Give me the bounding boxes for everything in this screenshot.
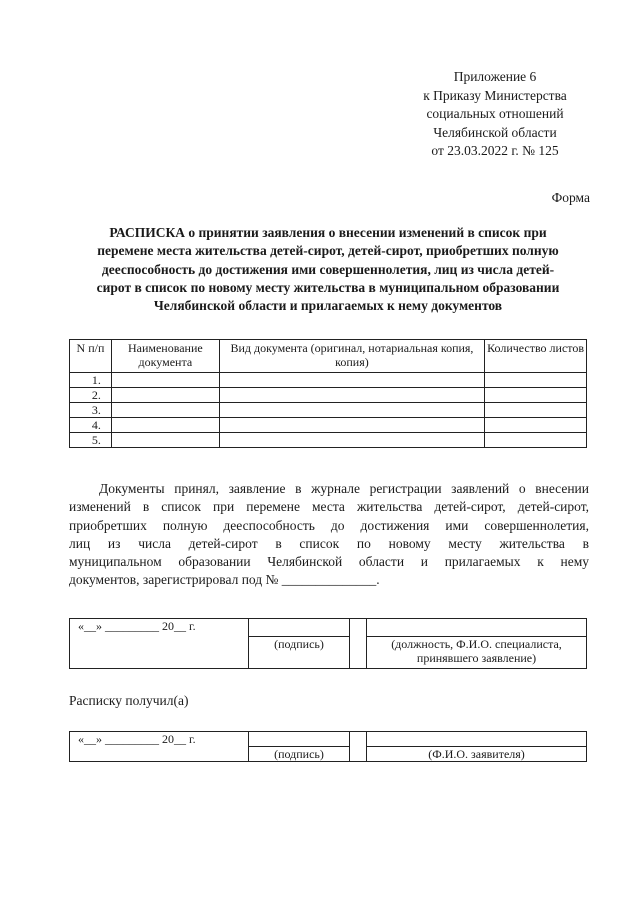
title-line: Челябинской области и прилагаемых к нему документов xyxy=(153,298,503,314)
applicant-signature-table xyxy=(69,731,587,762)
doc-name-cell[interactable] xyxy=(111,388,219,403)
signature-caption: (подпись) xyxy=(249,747,350,762)
sheet-count-cell[interactable] xyxy=(485,373,587,388)
spacer-cell xyxy=(350,637,367,669)
title-line: перемене места жительства детей-сирот, детей-сирот, приобретших полную xyxy=(97,243,559,259)
spacer-cell xyxy=(350,747,367,762)
position-name-field[interactable] xyxy=(367,619,587,637)
date-field-blank xyxy=(70,747,249,762)
sheet-count-cell[interactable] xyxy=(485,433,587,448)
doc-type-cell[interactable] xyxy=(219,388,484,403)
row-number: 2. xyxy=(70,388,112,403)
doc-type-cell[interactable] xyxy=(219,403,484,418)
table-row xyxy=(70,433,587,448)
row-number: 4. xyxy=(70,418,112,433)
form-label: Форма xyxy=(551,190,590,205)
documents-table xyxy=(69,339,587,448)
table-row xyxy=(70,403,587,418)
title-line: сирот в список по новому месту жительства в муниципальном образовании xyxy=(96,279,560,295)
sheet-count-cell[interactable] xyxy=(485,388,587,403)
paragraph-line: изменений в список при перемене места жительства детей-сирот, детей-сирот, xyxy=(69,499,589,515)
title-line: РАСПИСКА о принятии заявления о внесении изменений в список при xyxy=(109,225,547,240)
appendix-line: к Приказу Министерства xyxy=(423,87,567,103)
paragraph-line: документов, зарегистрировал под № ______________. xyxy=(69,572,380,588)
doc-type-cell[interactable] xyxy=(219,433,484,448)
date-field[interactable]: «__» _________ 20__ г. xyxy=(70,732,249,747)
header-number: N п/п xyxy=(70,340,112,373)
sheet-count-cell[interactable] xyxy=(485,403,587,418)
position-name-caption: (должность, Ф.И.О. специалиста, принявшего заявление) xyxy=(367,637,587,669)
signature-caption: (подпись) xyxy=(249,637,350,669)
row-number: 1. xyxy=(70,373,112,388)
appendix-line: от 23.03.2022 г. № 125 xyxy=(431,143,559,158)
spacer-cell xyxy=(350,732,367,747)
doc-name-cell[interactable] xyxy=(111,418,219,433)
receipt-received-label: Расписку получил(а) xyxy=(69,693,189,708)
signature-field[interactable] xyxy=(249,619,350,637)
paragraph-line: Документы принял, заявление в журнале регистрации заявлений о внесении xyxy=(99,481,589,496)
doc-name-cell[interactable] xyxy=(111,373,219,388)
doc-name-cell[interactable] xyxy=(111,433,219,448)
paragraph-line: приобретших полную дееспособность до достижения ими совершеннолетия, xyxy=(69,517,589,533)
appendix-line: Приложение 6 xyxy=(453,69,537,84)
appendix-line: социальных отношений xyxy=(426,106,564,121)
spacer-cell xyxy=(350,619,367,637)
table-row xyxy=(70,373,587,388)
table-header-row xyxy=(70,340,587,373)
title-line: дееспособность до достижения ими совершеннолетия, лиц из числа детей- xyxy=(101,261,555,277)
applicant-name-caption: (Ф.И.О. заявителя) xyxy=(367,747,587,762)
table-row xyxy=(70,388,587,403)
specialist-signature-table xyxy=(69,618,587,669)
doc-name-cell[interactable] xyxy=(111,403,219,418)
header-doc-name: Наименование документа xyxy=(111,340,219,373)
paragraph-line: лиц из числа детей-сирот в список по новому месту жительства в xyxy=(69,535,589,551)
applicant-name-field[interactable] xyxy=(367,732,587,747)
header-sheet-count: Количество листов xyxy=(485,340,587,373)
date-field[interactable]: «__» _________ 20__ г. xyxy=(70,619,249,637)
table-row xyxy=(70,418,587,433)
document-title xyxy=(66,224,590,315)
row-number: 5. xyxy=(70,433,112,448)
date-field-blank xyxy=(70,637,249,669)
acceptance-paragraph xyxy=(69,480,589,590)
signature-field[interactable] xyxy=(249,732,350,747)
sheet-count-cell[interactable] xyxy=(485,418,587,433)
doc-type-cell[interactable] xyxy=(219,373,484,388)
appendix-line: Челябинской области xyxy=(433,124,557,140)
row-number: 3. xyxy=(70,403,112,418)
doc-type-cell[interactable] xyxy=(219,418,484,433)
appendix-header xyxy=(400,68,590,161)
header-doc-type: Вид документа (оригинал, нотариальная копия, копия) xyxy=(219,340,484,373)
paragraph-line: муниципальном образовании Челябинской области и прилагаемых к нему xyxy=(69,554,589,570)
